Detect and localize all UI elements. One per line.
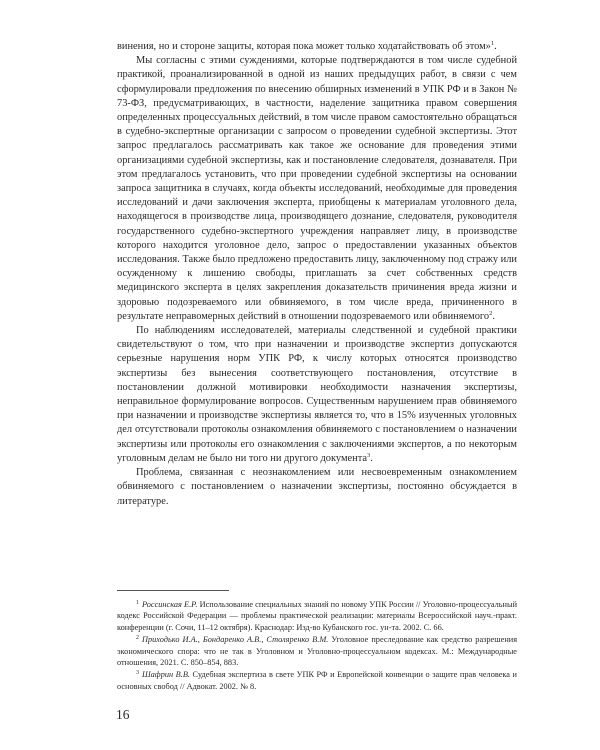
- paragraph-1-text: винения, но и стороне защиты, которая пока может только ходатайствовать об этом»: [117, 41, 491, 52]
- footnote-separator: [117, 590, 229, 591]
- footnote-number: 2: [136, 635, 139, 642]
- page-number: 16: [116, 707, 130, 722]
- paragraph-3-text: По наблюдениям исследователей, материалы следственной и судебной практики свидетельствуют о том, что при назначении и производстве экспертиз допускаются серьезные нарушения норм УПК РФ, к числу которых относятся производство экспертизы без вынесения соответствующего постановления, отсутствие в постановлении должной мотивировки необходимости назначения экспертизы, неправильное формулирование вопросов. Существенным нарушением прав обвиняемого при назначении и производстве экспертизы является то, что в 15% изученных уголовных дел отсутствовали протоколы ознакомления обвиняемого с постановлением о назначении экспертизы или протоколы его ознакомления с заключениями экспертов, а по некоторым уголовным делам не было ни того ни другого документа: [117, 325, 517, 464]
- paragraph-2: [117, 54, 517, 324]
- footnote-author: Россинская Е.Р.: [142, 600, 198, 609]
- paragraph-3: [117, 324, 517, 466]
- paragraph-1-end: .: [494, 41, 497, 52]
- footnote-ref-3[interactable]: 3: [366, 451, 371, 459]
- footnote-text: Использование специальных знаний по новому УПК России // Уголовно-процессуальный кодекс Российской Федерации — проблемы практической реализации: материалы Всероссийской науч.-практ. конференции (г. Сочи, 11–12 октября). Краснодар: Изд-во Кубанского гос. ун-та. 2002. С. 66.: [117, 600, 518, 632]
- paragraph-3-end: .: [370, 452, 373, 464]
- footnote-number: 1: [136, 600, 139, 606]
- footnote-author: Шафрин В.В.: [142, 670, 190, 680]
- footnote-3: [117, 668, 517, 692]
- main-text: [117, 40, 517, 509]
- footnote-ref-2[interactable]: 2: [489, 309, 493, 317]
- footnote-author: Приходько И.А., Бондаренко А.В., Столяренко В.М.: [142, 635, 329, 645]
- footnote-2: [117, 633, 517, 668]
- footnote-text: Уголовное преследование как средство разрешения экономического спора: что не так в Уголовном и Уголовно-процессуальном кодексах. М.: Международные отношения, 2021. С. 850–854, 883.: [117, 635, 518, 668]
- footnote-text: Судебная экспертиза в свете УПК РФ и Европейской конвенции о защите прав человека и основных свобод // Адвокат. 2002. № 8.: [117, 670, 517, 691]
- footnote-ref-1[interactable]: 1: [490, 40, 495, 47]
- paragraph-2-end: .: [492, 310, 495, 322]
- footnote-number: 3: [136, 670, 139, 677]
- footnote-1: [117, 598, 517, 633]
- paragraph-4: Проблема, связанная с неознакомлением или несвоевременным ознакомлением обвиняемого с постановлением о назначении экспертизы, постоянно обсуждается в литературе.: [117, 467, 517, 507]
- footnotes: [117, 598, 517, 692]
- paragraph-1: [117, 40, 517, 54]
- paragraph-2-text: Мы согласны с этими суждениями, которые подтверждаются в том числе судебной практикой, проанализированной в одной из наших предыдущих работ, в связи с чем сформулировали предложения по внесению обширных изменений в УПК РФ и в Закон № 73-ФЗ, предусматривающих, в частности, наделение защитника правом совершения определенных процессуальных действий, в том числе правом самостоятельно обращаться в судебно-экспертные организации с запросом о проведении судебной экспертизы. Этот запрос предлагалось рассматривать как такое же основание для проведения этими организациями судебной экспертизы, как и постановление следователя, дознавателя. При этом предлагалось установить, что при проведении судебной экспертизы на основании запроса защитника в случаях, когда объекты исследований, необходимые для проведения исследований и дачи заключения эксперта, приобщены к материалам уголовного дела, находящегося в производстве лица, производящего дознание, следователя, руководителя государственного судебно-экспертного учреждения направляет лицу, в производстве которого находится уголовное дело, запрос о предоставлении указанных объектов исследования. Также было предложено предоставить лицу, заключенному под стражу или осужденному к лишению свободы, приглашать за счет собственных средств медицинского эксперта в целях закрепления доказательств причинения вреда жизни и здоровью подозреваемого или обвиняемого, в том числе вреда, причиненного в результате неправомерных действий в отношении подозреваемого или обвиняемого: [117, 55, 517, 322]
